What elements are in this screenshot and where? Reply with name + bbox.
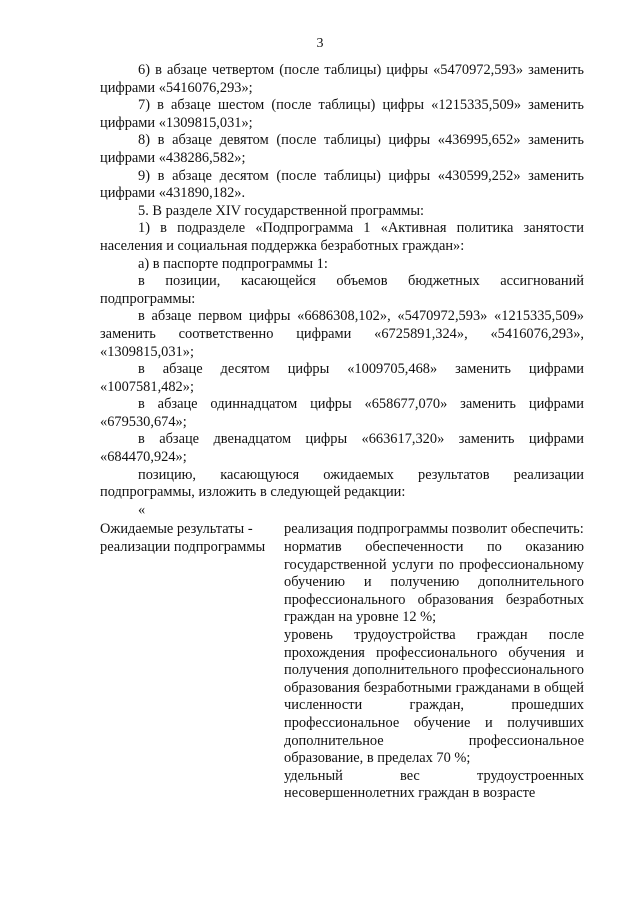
- section-heading: 5. В разделе XIV государственной программы:: [138, 202, 424, 219]
- passport-table: [100, 521, 584, 803]
- paragraph: 6) в абзаце четвертом (после таблицы) цифры «5470972,593» заменить цифрами «5416076,293»;: [100, 62, 584, 96]
- paragraph: 7) в абзаце шестом (после таблицы) цифры «1215335,509» заменить цифрами «1309815,031»;: [100, 97, 584, 131]
- paragraph: а) в паспорте подпрограммы 1:: [138, 255, 328, 272]
- paragraph: 1) в подразделе «Подпрограмма 1 «Активная политика занятости населения и социальная поддержка безработных граждан»:: [100, 220, 584, 254]
- table-value-line: реализация подпрограммы позволит обеспечить:: [284, 521, 584, 538]
- paragraph: позицию, касающуюся ожидаемых результатов реализации подпрограммы, изложить в следующей редакции:: [100, 466, 584, 501]
- paragraph: 8) в абзаце девятом (после таблицы) цифры «436995,652» заменить цифрами «438286,582»;: [100, 132, 584, 166]
- paragraph: 9) в абзаце десятом (после таблицы) цифры «430599,252» заменить цифрами «431890,182».: [100, 167, 584, 202]
- paragraph: в абзаце первом цифры «6686308,102», «5470972,593» «1215335,509» заменить соответственно цифрами «6725891,324», «5416076,293», «1309815,031»;: [100, 308, 584, 360]
- page-number: 3: [316, 36, 324, 51]
- opening-quote: «: [138, 501, 146, 518]
- table-value-line: норматив обеспеченности по оказанию государственной услуги по профессиональному обучению и получению дополнительного профессионального образования безработных граждан на уровне 12 %;: [284, 539, 584, 626]
- document-body: [100, 62, 584, 803]
- table-label-cell: Ожидаемые результаты - реализации подпрограммы: [100, 521, 266, 556]
- table-value-line: удельный вес трудоустроенных несовершеннолетних граждан в возрасте: [284, 767, 584, 802]
- table-value-line: уровень трудоустройства граждан после прохождения профессионального обучения и получения дополнительного профессионального образования безработными гражданами в общей численности граждан, прошедших профессиональное обучение и получивших дополнительное профессиональное образование, в пределах 70 %;: [284, 627, 584, 767]
- paragraph: в позиции, касающейся объемов бюджетных ассигнований подпрограммы:: [100, 273, 584, 307]
- paragraph: в абзаце десятом цифры «1009705,468» заменить цифрами «1007581,482»;: [100, 361, 584, 395]
- paragraph: в абзаце одиннадцатом цифры «658677,070» заменить цифрами «679530,674»;: [100, 396, 584, 430]
- table-value-cell: [284, 521, 584, 803]
- paragraph: в абзаце двенадцатом цифры «663617,320» заменить цифрами «684470,924»;: [100, 431, 584, 466]
